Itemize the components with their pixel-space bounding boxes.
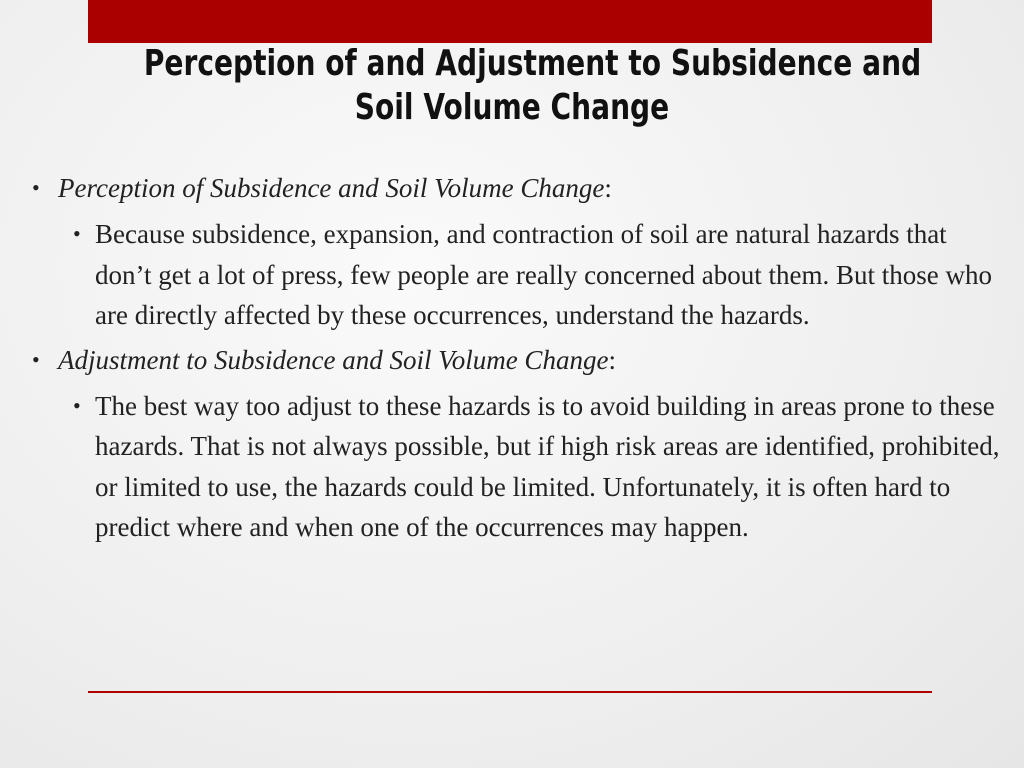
subpoint-text: The best way too adjust to these hazards is to avoid building in areas prone to these hazards. That is not always possible, but if high risk areas are identified, prohibited, or limited to use, the hazards could be limited. Unfortunately, it is often hard to predict where and when one of the occurrences may happen.: [95, 390, 1000, 542]
bottom-divider: [88, 691, 932, 693]
section-heading: Perception of Subsidence and Soil Volume Change: [58, 173, 605, 203]
subpoint-perception: [30, 214, 1000, 336]
heading-colon: :: [608, 344, 616, 375]
slide-title: [143, 42, 922, 130]
heading-colon: :: [604, 173, 612, 203]
bullet-icon: •: [32, 346, 40, 372]
subpoint-adjustment: [30, 386, 1000, 548]
section-perception: [30, 168, 1000, 208]
bullet-icon: •: [32, 175, 40, 200]
bullet-icon: •: [73, 392, 81, 418]
top-accent-bar: [88, 0, 932, 43]
section-heading: Adjustment to Subsidence and Soil Volume Change: [58, 344, 609, 375]
section-adjustment: [30, 340, 1000, 380]
subpoint-text: Because subsidence, expansion, and contraction of soil are natural hazards that don’t get a lot of press, few people are really concerned about them. But those who are directly affected by these occurrences, understand the hazards.: [95, 219, 992, 330]
slide-title-line-2: Soil Volume Change: [354, 87, 670, 128]
bullet-icon: •: [73, 221, 81, 246]
slide-body: [30, 168, 1000, 552]
slide-title-line-1: Perception of and Adjustment to Subsidence and: [143, 43, 922, 84]
